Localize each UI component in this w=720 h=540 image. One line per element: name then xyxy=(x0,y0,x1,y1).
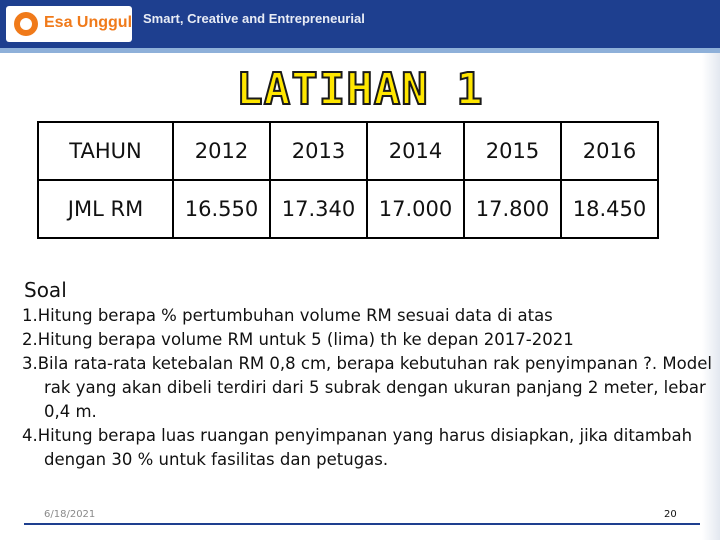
question-item: 3.Bila rata-rata ketebalan RM 0,8 cm, berapa kebutuhan rak penyimpanan ?. Model rak yang akan dibeli terdiri dari 5 subrak dengan ukuran panjang 2 meter, lebar 0,4 m. xyxy=(22,354,712,421)
page-number: 20 xyxy=(664,509,677,520)
soal-heading: Soal xyxy=(24,278,67,302)
university-logo xyxy=(6,6,132,42)
question-item: 4.Hitung berapa luas ruangan penyimpanan yang harus disiapkan, jika ditambah dengan 30 % untuk fasilitas dan petugas. xyxy=(22,426,693,469)
header-tagline: Smart, Creative and Entrepreneurial xyxy=(143,11,365,26)
table-row xyxy=(38,180,658,238)
value-cell: 17.000 xyxy=(367,180,464,238)
footer-date: 6/18/2021 xyxy=(44,509,96,520)
question-item: 2.Hitung berapa volume RM untuk 5 (lima) th ke depan 2017-2021 xyxy=(22,330,574,349)
table-row xyxy=(38,122,658,180)
data-table xyxy=(37,121,659,239)
year-cell: 2015 xyxy=(464,122,561,180)
value-cell: 17.340 xyxy=(270,180,367,238)
logo-text: Esa Unggul xyxy=(44,14,133,31)
year-cell: 2014 xyxy=(367,122,464,180)
question-list xyxy=(22,304,712,472)
value-cell: 18.450 xyxy=(561,180,658,238)
header-bar xyxy=(0,0,720,48)
slide-title: LATIHAN 1 xyxy=(236,64,484,115)
year-cell: 2013 xyxy=(270,122,367,180)
year-cell: 2012 xyxy=(173,122,270,180)
footer-divider xyxy=(24,523,700,525)
row-label-jml-rm: JML RM xyxy=(38,180,173,238)
logo-icon xyxy=(14,12,38,36)
question-item: 1.Hitung berapa % pertumbuhan volume RM sesuai data di atas xyxy=(22,306,553,325)
header-stripe xyxy=(0,48,720,53)
year-cell: 2016 xyxy=(561,122,658,180)
value-cell: 17.800 xyxy=(464,180,561,238)
value-cell: 16.550 xyxy=(173,180,270,238)
row-label-tahun: TAHUN xyxy=(38,122,173,180)
